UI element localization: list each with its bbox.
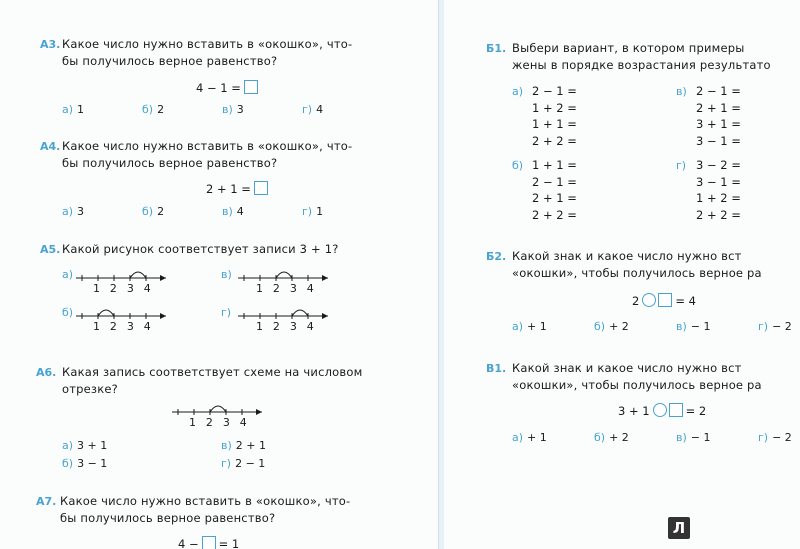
- answer-box: [202, 536, 216, 549]
- option-label: в): [222, 103, 233, 116]
- option-label: б): [62, 306, 74, 319]
- task-a7-text-line1: Какое число нужно вставить в «окошко», что-: [60, 494, 351, 508]
- task-v1-text-line1: Какой знак и какое число нужно вст: [512, 361, 742, 375]
- example: 2 + 2 =: [532, 133, 577, 148]
- option-label: в): [222, 205, 233, 218]
- number-line-labels: 1 2 3 4: [256, 282, 314, 295]
- number-line-labels: 1 2 3 4: [93, 282, 151, 295]
- task-v1-option-g[interactable]: [758, 431, 792, 444]
- task-b1-a-examples: [532, 83, 577, 149]
- option-label: б): [142, 103, 154, 116]
- task-v1-option-v[interactable]: [676, 431, 711, 444]
- task-v1-equation: [618, 403, 706, 418]
- option-value: 4: [316, 103, 324, 116]
- task-a4-option-b[interactable]: [142, 205, 164, 218]
- task-b2-option-b[interactable]: [594, 320, 629, 333]
- task-b1-text-line2: жены в порядке возрастания результато: [512, 58, 771, 72]
- task-a6-option-g[interactable]: [221, 457, 265, 470]
- task-a6-option-v[interactable]: [221, 439, 266, 452]
- option-label: б): [142, 205, 154, 218]
- sign-circle: [642, 293, 656, 307]
- task-a7-number: А7.: [36, 495, 57, 508]
- example: 1 + 2 =: [696, 191, 741, 205]
- number-line-labels: 1 2 3 4: [189, 416, 247, 429]
- task-a3-number: А3.: [40, 38, 61, 51]
- option-label: а): [512, 431, 524, 444]
- equation-right: = 4: [675, 294, 696, 308]
- option-value: 2: [157, 205, 165, 218]
- task-a4-equation-text: 2 + 1 =: [206, 182, 251, 196]
- option-value: − 1: [690, 320, 711, 333]
- option-value: − 2: [772, 320, 792, 333]
- example: 2 − 1 =: [532, 174, 577, 189]
- option-label: г): [302, 205, 313, 218]
- task-a4-option-v[interactable]: [222, 205, 244, 218]
- option-value: − 1: [690, 431, 711, 444]
- option-value: 2 − 1: [235, 457, 266, 470]
- option-label: б): [594, 431, 606, 444]
- right-page: [444, 0, 800, 549]
- task-b1-g-examples: [696, 157, 741, 223]
- option-label: а): [62, 268, 74, 281]
- task-a4-number: А4.: [40, 140, 61, 153]
- equation-left: 3 + 1: [618, 404, 650, 418]
- option-value: 3: [236, 103, 244, 116]
- task-b1-option-a[interactable]: [512, 85, 527, 98]
- task-b2-option-v[interactable]: [676, 320, 711, 333]
- option-label: а): [512, 320, 524, 333]
- number-line-labels: 1 2 3 4: [93, 320, 151, 333]
- option-value: 4: [236, 205, 244, 218]
- task-a6-text-line2: отрезке?: [62, 382, 118, 396]
- task-b2-equation: [632, 293, 696, 308]
- option-label: в): [676, 85, 687, 98]
- option-label: б): [594, 320, 606, 333]
- option-label: г): [221, 457, 232, 470]
- example: 2 + 2 =: [532, 207, 577, 222]
- task-a3-option-a[interactable]: [62, 103, 84, 116]
- task-a6-option-a[interactable]: [62, 439, 107, 452]
- task-a6-option-b[interactable]: [62, 457, 107, 470]
- option-label: г): [221, 306, 232, 319]
- option-label: а): [512, 85, 524, 98]
- option-label: г): [758, 320, 769, 333]
- task-b2-text-line1: Какой знак и какое число нужно вст: [512, 249, 742, 263]
- task-b2-number: Б2.: [486, 250, 507, 263]
- task-a4-option-g[interactable]: [302, 205, 323, 218]
- option-label: г): [302, 103, 313, 116]
- task-b1-b-examples: [532, 157, 577, 223]
- option-label: в): [221, 268, 232, 281]
- option-value: + 1: [527, 320, 547, 333]
- option-label: б): [62, 457, 74, 470]
- option-label: а): [62, 439, 74, 452]
- example: 3 − 1 =: [696, 133, 741, 148]
- example: 3 − 2 =: [696, 158, 741, 172]
- task-a4-equation: [206, 181, 268, 196]
- answer-box: [669, 403, 683, 417]
- option-label: а): [62, 205, 74, 218]
- option-label: а): [62, 103, 74, 116]
- example: 2 − 1 =: [696, 84, 741, 98]
- option-value: 1: [316, 205, 324, 218]
- sign-circle: [653, 403, 667, 417]
- task-b1-option-g[interactable]: [676, 159, 690, 172]
- task-a4-text-line1: Какое число нужно вставить в «окошко», что-: [62, 139, 353, 153]
- example: 3 − 1 =: [696, 174, 741, 189]
- option-value: + 2: [609, 320, 629, 333]
- number-line-labels: 1 2 3 4: [256, 320, 314, 333]
- option-value: − 2: [772, 431, 792, 444]
- equation-right: = 2: [685, 404, 707, 418]
- task-a7-text-line2: бы получилось верное равенство?: [60, 511, 276, 525]
- option-value: 3: [77, 205, 85, 218]
- example: 2 − 1 =: [532, 84, 577, 98]
- equation-left: 2: [632, 294, 640, 308]
- task-a5-text-line1: Какой рисунок соответствует записи 3 + 1?: [62, 242, 339, 256]
- task-a3-option-g[interactable]: [302, 103, 323, 116]
- task-a3-equation-text: 4 − 1 =: [196, 81, 241, 95]
- task-v1-option-a[interactable]: [512, 431, 547, 444]
- task-a3-equation: [196, 80, 258, 95]
- option-label: в): [676, 320, 687, 333]
- equation-left: 4 −: [178, 537, 199, 549]
- option-value: 3 + 1: [77, 439, 108, 452]
- example: 1 + 2 =: [532, 100, 577, 115]
- option-label: в): [676, 431, 687, 444]
- example: 1 + 1 =: [532, 158, 577, 172]
- option-label: в): [221, 439, 232, 452]
- example: 2 + 1 =: [696, 100, 741, 115]
- task-a7-equation: [178, 536, 239, 549]
- option-value: + 2: [609, 431, 629, 444]
- task-b1-number: Б1.: [486, 42, 507, 55]
- task-a5-number: А5.: [40, 243, 61, 256]
- answer-box: [254, 181, 268, 195]
- task-a3-text-line1: Какое число нужно вставить в «окошко», что-: [62, 37, 353, 51]
- option-value: 2: [157, 103, 165, 116]
- example: 2 + 1 =: [532, 191, 577, 205]
- task-v1-text-line2: «окошки», чтобы получилось верное ра: [512, 378, 762, 392]
- option-label: г): [676, 159, 687, 172]
- equation-right: = 1: [218, 537, 240, 549]
- task-a6-text-line1: Какая запись соответствует схеме на числовом: [62, 365, 363, 379]
- option-value: 3 − 1: [77, 457, 108, 470]
- example: 3 + 1 =: [696, 117, 741, 131]
- task-b2-text-line2: «окошки», чтобы получилось верное ра: [512, 266, 762, 280]
- task-b1-text-line1: Выбери вариант, в котором примеры: [512, 41, 745, 55]
- task-b2-option-a[interactable]: [512, 320, 547, 333]
- task-a4-text-line2: бы получилось верное равенство?: [62, 156, 278, 170]
- option-value: 1: [77, 103, 85, 116]
- answer-box: [244, 80, 258, 94]
- example: 1 + 1 =: [532, 117, 577, 131]
- option-value: 2 + 1: [235, 439, 266, 452]
- task-a6-number: А6.: [36, 366, 57, 379]
- option-label: г): [758, 431, 769, 444]
- option-value: + 1: [527, 431, 547, 444]
- task-a5-option-g[interactable]: [221, 306, 235, 319]
- publisher-logo: Л: [668, 517, 690, 539]
- task-a3-text-line2: бы получилось верное равенство?: [62, 54, 278, 68]
- task-v1-option-b[interactable]: [594, 431, 629, 444]
- task-a3-option-b[interactable]: [142, 103, 164, 116]
- task-a4-option-a[interactable]: [62, 205, 84, 218]
- task-v1-number: В1.: [486, 362, 507, 375]
- task-a3-option-v[interactable]: [222, 103, 244, 116]
- task-b1-option-b[interactable]: [512, 159, 527, 172]
- task-b1-v-examples: [696, 83, 741, 149]
- answer-box: [658, 293, 672, 307]
- task-b2-option-g[interactable]: [758, 320, 792, 333]
- option-label: б): [512, 159, 524, 172]
- example: 2 + 2 =: [696, 207, 741, 222]
- task-b1-option-v[interactable]: [676, 85, 691, 98]
- task-a5-option-v[interactable]: [221, 268, 236, 281]
